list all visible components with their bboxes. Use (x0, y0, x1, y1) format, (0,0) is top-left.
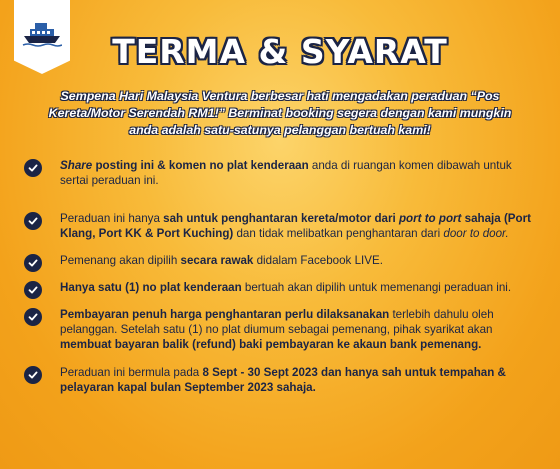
checkmark-icon (24, 308, 42, 326)
term-text-segment: Peraduan ini bermula pada (60, 366, 203, 379)
term-text-segment: posting ini & komen no plat kenderaan (92, 159, 309, 172)
term-item (24, 158, 542, 188)
term-text-segment: sahaja (Port Klang, Port KK & Port Kuching) (60, 212, 531, 240)
term-item (24, 280, 542, 295)
term-text-segment: Share (60, 159, 93, 172)
checkmark-icon (24, 254, 42, 272)
term-text-segment: bertuah akan dipilih untuk memenangi peraduan ini. (241, 281, 512, 294)
term-text-segment: membuat bayaran balik (refund) baki pembayaran ke akaun bank pemenang. (60, 338, 482, 351)
term-text-segment: sah untuk penghantaran kereta/motor dari (163, 212, 399, 225)
term-item (24, 365, 542, 395)
term-text-segment: dan tidak melibatkan penghantaran dari (233, 227, 444, 240)
term-text-segment: Pembayaran penuh harga penghantaran perlu dilaksanakan (60, 308, 390, 321)
intro-text: Sempena Hari Malaysia Ventura berbesar hati mengadakan peraduan “Pos Kereta/Motor Serendah RM1!” Berminat booking segera dengan kami mungkin anda adalah satu-satunya pelanggan bertuah kami! (48, 89, 512, 137)
term-item (24, 211, 542, 241)
term-text-segment: Peraduan ini hanya (60, 212, 164, 225)
terms-list (24, 158, 542, 395)
checkmark-icon (24, 281, 42, 299)
term-item (24, 307, 542, 352)
term-text-segment: door to door. (443, 227, 509, 240)
term-text-segment: Hanya satu (1) no plat kenderaan (60, 281, 242, 294)
term-text-segment: anda di ruangan komen dibawah untuk sertai peraduan ini. (60, 159, 512, 187)
term-text-segment: secara rawak (180, 254, 254, 267)
term-text-segment: port to port (398, 212, 462, 225)
checkmark-icon (24, 366, 42, 384)
checkmark-icon (24, 212, 42, 230)
term-text-segment: terlebih dahulu oleh pelanggan. Setelah satu (1) no plat diumum sebagai pemenang, pihak syarikat akan (60, 308, 494, 336)
term-text-segment: Pemenang akan dipilih (60, 254, 181, 267)
page-title: TERMA & SYARAT (112, 32, 448, 71)
term-item (24, 253, 542, 268)
term-text-segment: didalam Facebook LIVE. (253, 254, 383, 267)
term-text-segment: 8 Sept - 30 Sept 2023 dan hanya sah untuk tempahan & pelayaran kapal bulan September 2023 sahaja. (60, 366, 506, 394)
checkmark-icon (24, 159, 42, 177)
